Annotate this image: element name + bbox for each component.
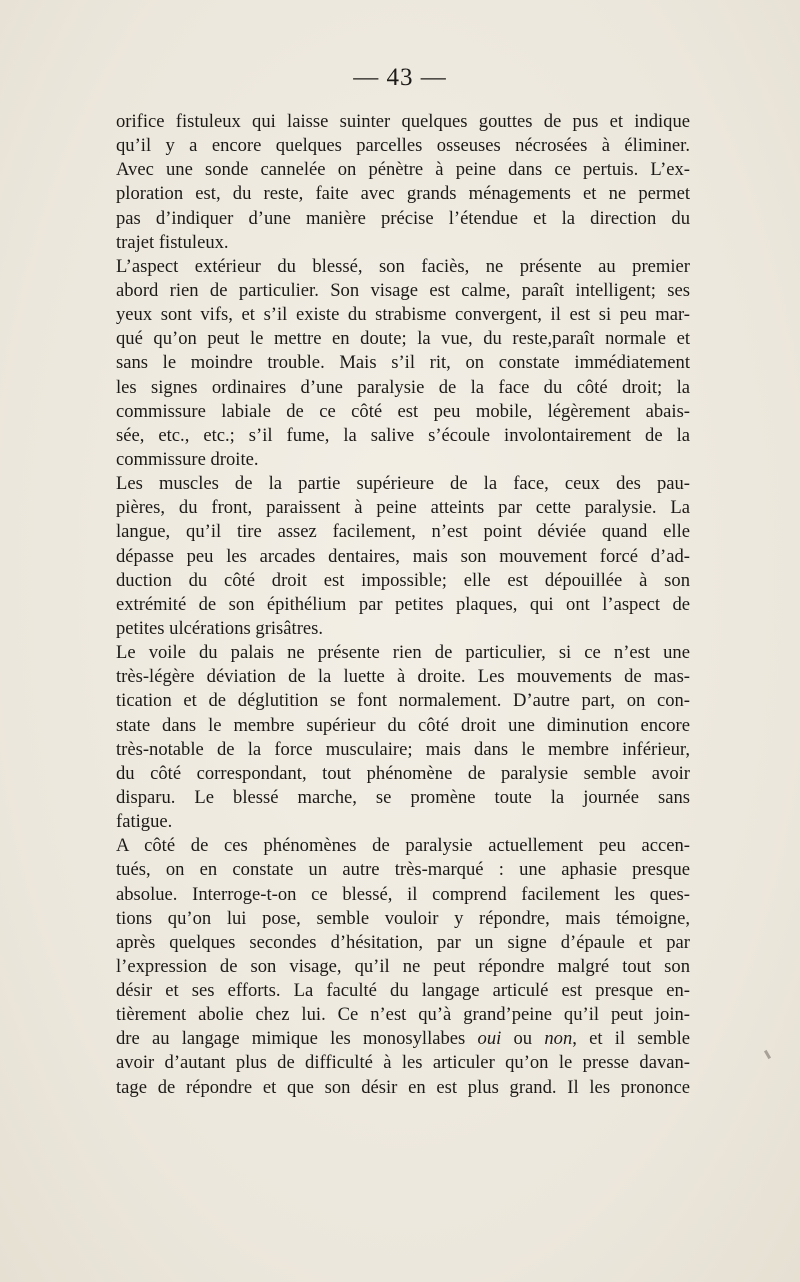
text-line: tièrement abolie chez lui. Ce n’est qu’à grand’peine qu’il peut join- [116,1004,690,1026]
text-line: tions qu’on lui pose, semble vouloir y répondre, mais témoigne, [116,907,690,929]
text-line: trajet fistuleux. [116,231,229,253]
text-line: très-légère déviation de la luette à droite. Les mouvements de mas- [116,666,690,688]
text-line: duction du côté droit est impossible; elle est dépouillée à son [116,569,690,591]
text-line: commissure labiale de ce côté est peu mobile, légèrement abais- [116,400,690,422]
text-line: pières, du front, paraissent à peine atteints par cette paralysie. La [116,497,690,519]
text-line: Les muscles de la partie supérieure de la face, ceux des pau- [116,473,690,495]
text-line: yeux sont vifs, et s’il existe du strabisme convergent, il est si peu mar- [116,304,690,326]
text-line: tués, on en constate un autre très-marqué : une aphasie presque [116,859,690,881]
text-line: après quelques secondes d’hésitation, par un signe d’épaule et par [116,931,690,953]
text-line: extrémité de son épithélium par petites plaques, qui ont l’aspect de [116,593,690,615]
text-line: l’expression de son visage, qu’il ne peut répondre malgré tout son [116,955,690,977]
text-line: absolue. Interroge-t-on ce blessé, il comprend facilement les ques- [116,883,690,905]
text-line: dépasse peu les arcades dentaires, mais son mouvement forcé d’ad- [116,545,690,567]
text-line: abord rien de particulier. Son visage est calme, paraît intelligent; ses [116,279,690,301]
text-line: fatigue. [116,811,173,833]
text-line: orifice fistuleux qui laisse suinter quelques gouttes de pus et indique [116,111,690,132]
text-line: state dans le membre supérieur du côté droit une diminution encore [116,714,690,736]
text-line: petites ulcérations grisâtres. [116,617,324,639]
text-line: pas d’indiquer d’une manière précise l’étendue et la direction du [116,207,690,229]
text-line: A côté de ces phénomènes de paralysie actuellement peu accen- [116,835,690,857]
text-line: avoir d’autant plus de difficulté à les articuler qu’on le presse davan- [116,1052,690,1074]
body-text [116,110,690,1100]
text-line: tication et de déglutition se font normalement. D’autre part, on con- [116,690,690,712]
text-line: les signes ordinaires d’une paralysie de la face du côté droit; la [116,376,690,398]
text-line: qué qu’on peut le mettre en doute; la vue, du reste,paraît normale et [116,328,690,350]
text-line: disparu. Le blessé marche, se promène toute la journée sans [116,786,690,808]
text-line: qu’il y a encore quelques parcelles osseuses nécrosées à éliminer. [116,135,690,157]
text-line: très-notable de la force musculaire; mais dans le membre inférieur, [116,738,690,760]
text-line: Avec une sonde cannelée on pénètre à peine dans ce pertuis. L’ex- [116,159,690,181]
text-line: L’aspect extérieur du blessé, son faciès, ne présente au premier [116,255,690,277]
text-line: tage de répondre et que son désir en est plus grand. Il les prononce [116,1076,690,1098]
ink-speck [764,1050,771,1059]
text-line: sans le moindre trouble. Mais s’il rit, on constate immédiatement [116,352,690,374]
text-line: dre au langage mimique les monosyllabes oui ou non, et il semble [116,1028,690,1050]
text-line: langue, qu’il tire assez facilement, n’est point déviée quand elle [116,521,690,543]
page-number: — 43 — [353,64,447,91]
text-line: désir et ses efforts. La faculté du langage articulé est presque en- [116,980,690,1002]
text-line: Le voile du palais ne présente rien de particulier, si ce n’est une [116,642,690,664]
text-line: sée, etc., etc.; s’il fume, la salive s’écoule involontairement de la [116,424,690,446]
text-line: du côté correspondant, tout phénomène de paralysie semble avoir [116,762,690,784]
text-line: ploration est, du reste, faite avec grands ménagements et ne permet [116,183,690,205]
text-line: commissure droite. [116,448,259,470]
